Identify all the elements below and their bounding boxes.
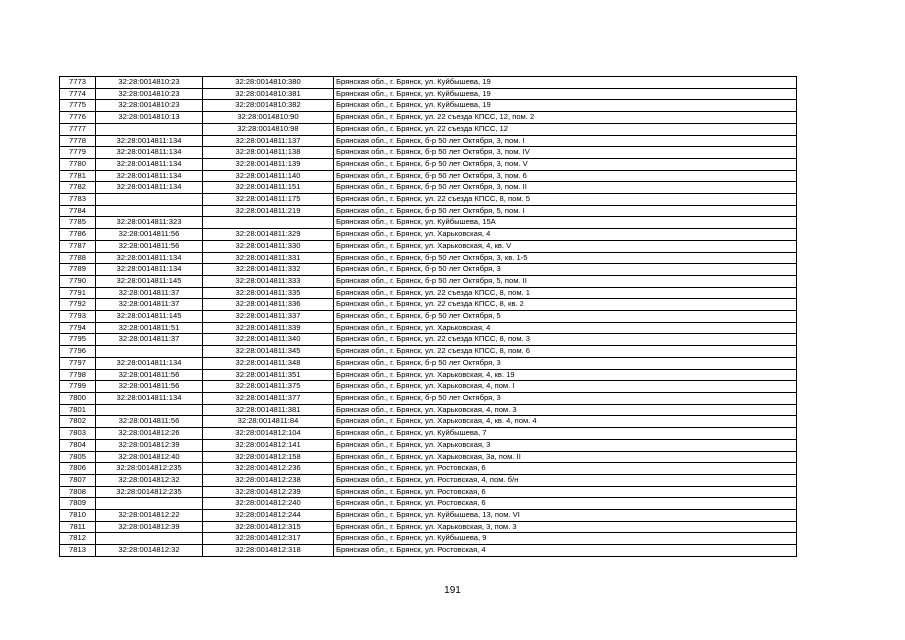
address-cell: Брянская обл., г. Брянск, ул. Харьковская, 4 [334,322,797,334]
cadastral-number-cell: 32:28:0014810:381 [203,88,334,100]
parent-cadastral-number-cell: 32:28:0014812:235 [96,463,203,475]
cadastral-number-cell: 32:28:0014812:239 [203,486,334,498]
table-row [60,229,797,241]
table-row [60,439,797,451]
address-cell: Брянская обл., г. Брянск, ул. 22 съезда КПСС, 8, пом. 5 [334,194,797,206]
cadastral-number-cell: 32:28:0014811:138 [203,147,334,159]
address-cell: Брянская обл., г. Брянск, б-р 50 лет Октября, 5, пом. I [334,205,797,217]
parent-cadastral-number-cell: 32:28:0014811:134 [96,357,203,369]
property-table [59,76,797,557]
address-cell: Брянская обл., г. Брянск, б-р 50 лет Октября, 3, пом. I [334,135,797,147]
parent-cadastral-number-cell: 32:28:0014811:37 [96,299,203,311]
cadastral-number-cell: 32:28:0014812:104 [203,428,334,440]
cadastral-number-cell: 32:28:0014811:137 [203,135,334,147]
cadastral-number-cell: 32:28:0014811:175 [203,194,334,206]
cadastral-number-cell: 32:28:0014810:382 [203,100,334,112]
cadastral-number-cell: 32:28:0014812:141 [203,439,334,451]
row-number-cell: 7790 [60,275,96,287]
cadastral-number-cell: 32:28:0014811:340 [203,334,334,346]
cadastral-number-cell: 32:28:0014811:336 [203,299,334,311]
row-number-cell: 7787 [60,240,96,252]
row-number-cell: 7805 [60,451,96,463]
table-row [60,404,797,416]
row-number-cell: 7782 [60,182,96,194]
parent-cadastral-number-cell: 32:28:0014812:39 [96,521,203,533]
property-table-body [60,77,797,557]
address-cell: Брянская обл., г. Брянск, ул. Куйбышева, 19 [334,77,797,89]
table-row [60,240,797,252]
table-row [60,474,797,486]
cadastral-number-cell: 32:28:0014812:236 [203,463,334,475]
cadastral-number-cell: 32:28:0014810:90 [203,112,334,124]
address-cell: Брянская обл., г. Брянск, ул. 22 съезда КПСС, 8, пом. 6 [334,346,797,358]
parent-cadastral-number-cell [96,346,203,358]
table-row [60,252,797,264]
row-number-cell: 7774 [60,88,96,100]
cadastral-number-cell: 32:28:0014811:345 [203,346,334,358]
table-row [60,451,797,463]
cadastral-number-cell: 32:28:0014810:380 [203,77,334,89]
table-row [60,147,797,159]
row-number-cell: 7807 [60,474,96,486]
cadastral-number-cell: 32:28:0014811:329 [203,229,334,241]
parent-cadastral-number-cell: 32:28:0014811:145 [96,311,203,323]
table-row [60,369,797,381]
table-row [60,334,797,346]
row-number-cell: 7794 [60,322,96,334]
table-row [60,381,797,393]
cadastral-number-cell: 32:28:0014811:339 [203,322,334,334]
cadastral-number-cell: 32:28:0014812:318 [203,545,334,557]
address-cell: Брянская обл., г. Брянск, б-р 50 лет Октября, 3, кв. 1-5 [334,252,797,264]
parent-cadastral-number-cell [96,205,203,217]
cadastral-number-cell: 32:28:0014811:140 [203,170,334,182]
address-cell: Брянская обл., г. Брянск, ул. Харьковская, 3 [334,439,797,451]
table-row [60,100,797,112]
row-number-cell: 7798 [60,369,96,381]
table-row [60,463,797,475]
parent-cadastral-number-cell [96,533,203,545]
cadastral-number-cell: 32:28:0014811:333 [203,275,334,287]
address-cell: Брянская обл., г. Брянск, ул. Харьковская, 3, пом. 3 [334,521,797,533]
cadastral-number-cell: 32:28:0014812:315 [203,521,334,533]
table-row [60,521,797,533]
parent-cadastral-number-cell: 32:28:0014812:32 [96,474,203,486]
row-number-cell: 7795 [60,334,96,346]
page-number: 191 [444,585,461,596]
table-row [60,416,797,428]
row-number-cell: 7785 [60,217,96,229]
cadastral-number-cell: 32:28:0014811:337 [203,311,334,323]
address-cell: Брянская обл., г. Брянск, ул. Харьковская, 4, кв. 19 [334,369,797,381]
parent-cadastral-number-cell: 32:28:0014810:23 [96,77,203,89]
address-cell: Брянская обл., г. Брянск, б-р 50 лет Октября, 3, пом. 6 [334,170,797,182]
cadastral-number-cell: 32:28:0014812:244 [203,510,334,522]
address-cell: Брянская обл., г. Брянск, ул. Харьковская, 4, кв. 4, пом. 4 [334,416,797,428]
row-number-cell: 7792 [60,299,96,311]
parent-cadastral-number-cell: 32:28:0014811:134 [96,252,203,264]
parent-cadastral-number-cell: 32:28:0014810:13 [96,112,203,124]
table-row [60,287,797,299]
parent-cadastral-number-cell: 32:28:0014811:56 [96,229,203,241]
cadastral-number-cell: 32:28:0014811:377 [203,392,334,404]
address-cell: Брянская обл., г. Брянск, ул. Ростовская, 6 [334,498,797,510]
table-row [60,112,797,124]
parent-cadastral-number-cell: 32:28:0014811:134 [96,182,203,194]
address-cell: Брянская обл., г. Брянск, ул. Куйбышева, 19 [334,88,797,100]
table-row [60,346,797,358]
address-cell: Брянская обл., г. Брянск, ул. Ростовская, 4 [334,545,797,557]
address-cell: Брянская обл., г. Брянск, ул. Куйбышева, 19 [334,100,797,112]
parent-cadastral-number-cell: 32:28:0014811:145 [96,275,203,287]
row-number-cell: 7797 [60,357,96,369]
row-number-cell: 7802 [60,416,96,428]
table-row [60,311,797,323]
parent-cadastral-number-cell: 32:28:0014811:134 [96,264,203,276]
table-row [60,77,797,89]
parent-cadastral-number-cell: 32:28:0014811:134 [96,147,203,159]
table-row [60,545,797,557]
parent-cadastral-number-cell: 32:28:0014812:22 [96,510,203,522]
table-row [60,486,797,498]
parent-cadastral-number-cell: 32:28:0014811:51 [96,322,203,334]
address-cell: Брянская обл., г. Брянск, ул. Ростовская, 6 [334,486,797,498]
table-row [60,205,797,217]
parent-cadastral-number-cell: 32:28:0014811:56 [96,416,203,428]
cadastral-number-cell: 32:28:0014811:84 [203,416,334,428]
address-cell: Брянская обл., г. Брянск, б-р 50 лет Октября, 3 [334,392,797,404]
cadastral-number-cell: 32:28:0014811:139 [203,158,334,170]
row-number-cell: 7811 [60,521,96,533]
parent-cadastral-number-cell: 32:28:0014811:37 [96,334,203,346]
table-row [60,275,797,287]
row-number-cell: 7799 [60,381,96,393]
address-cell: Брянская обл., г. Брянск, ул. Куйбышева, 9 [334,533,797,545]
table-row [60,322,797,334]
row-number-cell: 7809 [60,498,96,510]
row-number-cell: 7776 [60,112,96,124]
parent-cadastral-number-cell: 32:28:0014811:323 [96,217,203,229]
row-number-cell: 7812 [60,533,96,545]
table-row [60,158,797,170]
row-number-cell: 7786 [60,229,96,241]
table-row [60,88,797,100]
address-cell: Брянская обл., г. Брянск, б-р 50 лет Октября, 5 [334,311,797,323]
parent-cadastral-number-cell: 32:28:0014811:56 [96,381,203,393]
cadastral-number-cell: 32:28:0014811:335 [203,287,334,299]
table-row [60,170,797,182]
table-row [60,510,797,522]
address-cell: Брянская обл., г. Брянск, б-р 50 лет Октября, 3 [334,264,797,276]
row-number-cell: 7810 [60,510,96,522]
cadastral-number-cell [203,217,334,229]
address-cell: Брянская обл., г. Брянск, б-р 50 лет Октября, 3, пом. II [334,182,797,194]
address-cell: Брянская обл., г. Брянск, ул. Харьковская, 3а, пом. II [334,451,797,463]
address-cell: Брянская обл., г. Брянск, ул. Куйбышева, 15А [334,217,797,229]
row-number-cell: 7806 [60,463,96,475]
address-cell: Брянская обл., г. Брянск, ул. Куйбышева, 13, пом. VI [334,510,797,522]
row-number-cell: 7779 [60,147,96,159]
cadastral-number-cell: 32:28:0014812:238 [203,474,334,486]
parent-cadastral-number-cell: 32:28:0014812:235 [96,486,203,498]
row-number-cell: 7789 [60,264,96,276]
row-number-cell: 7801 [60,404,96,416]
address-cell: Брянская обл., г. Брянск, б-р 50 лет Октября, 3, пом. V [334,158,797,170]
cadastral-number-cell: 32:28:0014811:331 [203,252,334,264]
row-number-cell: 7777 [60,123,96,135]
address-cell: Брянская обл., г. Брянск, ул. 22 съезда КПСС, 8, кв. 2 [334,299,797,311]
cadastral-number-cell: 32:28:0014811:330 [203,240,334,252]
parent-cadastral-number-cell: 32:28:0014811:37 [96,287,203,299]
address-cell: Брянская обл., г. Брянск, ул. Куйбышева, 7 [334,428,797,440]
address-cell: Брянская обл., г. Брянск, ул. Харьковская, 4, пом. I [334,381,797,393]
cadastral-number-cell: 32:28:0014812:158 [203,451,334,463]
parent-cadastral-number-cell: 32:28:0014811:56 [96,369,203,381]
address-cell: Брянская обл., г. Брянск, ул. 22 съезда КПСС, 12, пом. 2 [334,112,797,124]
row-number-cell: 7775 [60,100,96,112]
table-row [60,135,797,147]
row-number-cell: 7783 [60,194,96,206]
row-number-cell: 7804 [60,439,96,451]
table-row [60,264,797,276]
parent-cadastral-number-cell: 32:28:0014811:56 [96,240,203,252]
row-number-cell: 7813 [60,545,96,557]
parent-cadastral-number-cell: 32:28:0014810:23 [96,100,203,112]
cadastral-number-cell: 32:28:0014811:219 [203,205,334,217]
address-cell: Брянская обл., г. Брянск, ул. Ростовская, 4, пом. б/н [334,474,797,486]
table-row [60,498,797,510]
table-row [60,217,797,229]
row-number-cell: 7781 [60,170,96,182]
table-row [60,123,797,135]
row-number-cell: 7808 [60,486,96,498]
parent-cadastral-number-cell: 32:28:0014812:40 [96,451,203,463]
cadastral-number-cell: 32:28:0014810:98 [203,123,334,135]
row-number-cell: 7780 [60,158,96,170]
cadastral-number-cell: 32:28:0014811:348 [203,357,334,369]
row-number-cell: 7800 [60,392,96,404]
table-row [60,182,797,194]
cadastral-number-cell: 32:28:0014811:151 [203,182,334,194]
parent-cadastral-number-cell: 32:28:0014811:134 [96,170,203,182]
table-row [60,428,797,440]
row-number-cell: 7788 [60,252,96,264]
address-cell: Брянская обл., г. Брянск, ул. 22 съезда КПСС, 8, пом. 1 [334,287,797,299]
address-cell: Брянская обл., г. Брянск, ул. 22 съезда КПСС, 12 [334,123,797,135]
address-cell: Брянская обл., г. Брянск, ул. Харьковская, 4, пом. 3 [334,404,797,416]
parent-cadastral-number-cell [96,194,203,206]
address-cell: Брянская обл., г. Брянск, б-р 50 лет Октября, 5, пом. II [334,275,797,287]
row-number-cell: 7803 [60,428,96,440]
cadastral-number-cell: 32:28:0014812:317 [203,533,334,545]
cadastral-number-cell: 32:28:0014811:332 [203,264,334,276]
address-cell: Брянская обл., г. Брянск, ул. Харьковская, 4, кв. V [334,240,797,252]
parent-cadastral-number-cell [96,404,203,416]
parent-cadastral-number-cell: 32:28:0014812:26 [96,428,203,440]
row-number-cell: 7793 [60,311,96,323]
cadastral-number-cell: 32:28:0014811:375 [203,381,334,393]
parent-cadastral-number-cell [96,498,203,510]
table-row [60,392,797,404]
address-cell: Брянская обл., г. Брянск, б-р 50 лет Октября, 3, пом. IV [334,147,797,159]
address-cell: Брянская обл., г. Брянск, ул. 22 съезда КПСС, 8, пом. 3 [334,334,797,346]
row-number-cell: 7784 [60,205,96,217]
row-number-cell: 7796 [60,346,96,358]
address-cell: Брянская обл., г. Брянск, ул. Ростовская, 6 [334,463,797,475]
parent-cadastral-number-cell: 32:28:0014811:134 [96,135,203,147]
table-row [60,533,797,545]
cadastral-number-cell: 32:28:0014812:240 [203,498,334,510]
address-cell: Брянская обл., г. Брянск, ул. Харьковская, 4 [334,229,797,241]
parent-cadastral-number-cell: 32:28:0014811:134 [96,392,203,404]
parent-cadastral-number-cell: 32:28:0014812:39 [96,439,203,451]
table-row [60,357,797,369]
parent-cadastral-number-cell: 32:28:0014811:134 [96,158,203,170]
cadastral-number-cell: 32:28:0014811:381 [203,404,334,416]
parent-cadastral-number-cell: 32:28:0014810:23 [96,88,203,100]
parent-cadastral-number-cell [96,123,203,135]
row-number-cell: 7791 [60,287,96,299]
row-number-cell: 7778 [60,135,96,147]
address-cell: Брянская обл., г. Брянск, б-р 50 лет Октября, 3 [334,357,797,369]
table-row [60,299,797,311]
table-row [60,194,797,206]
cadastral-number-cell: 32:28:0014811:351 [203,369,334,381]
parent-cadastral-number-cell: 32:28:0014812:32 [96,545,203,557]
row-number-cell: 7773 [60,77,96,89]
